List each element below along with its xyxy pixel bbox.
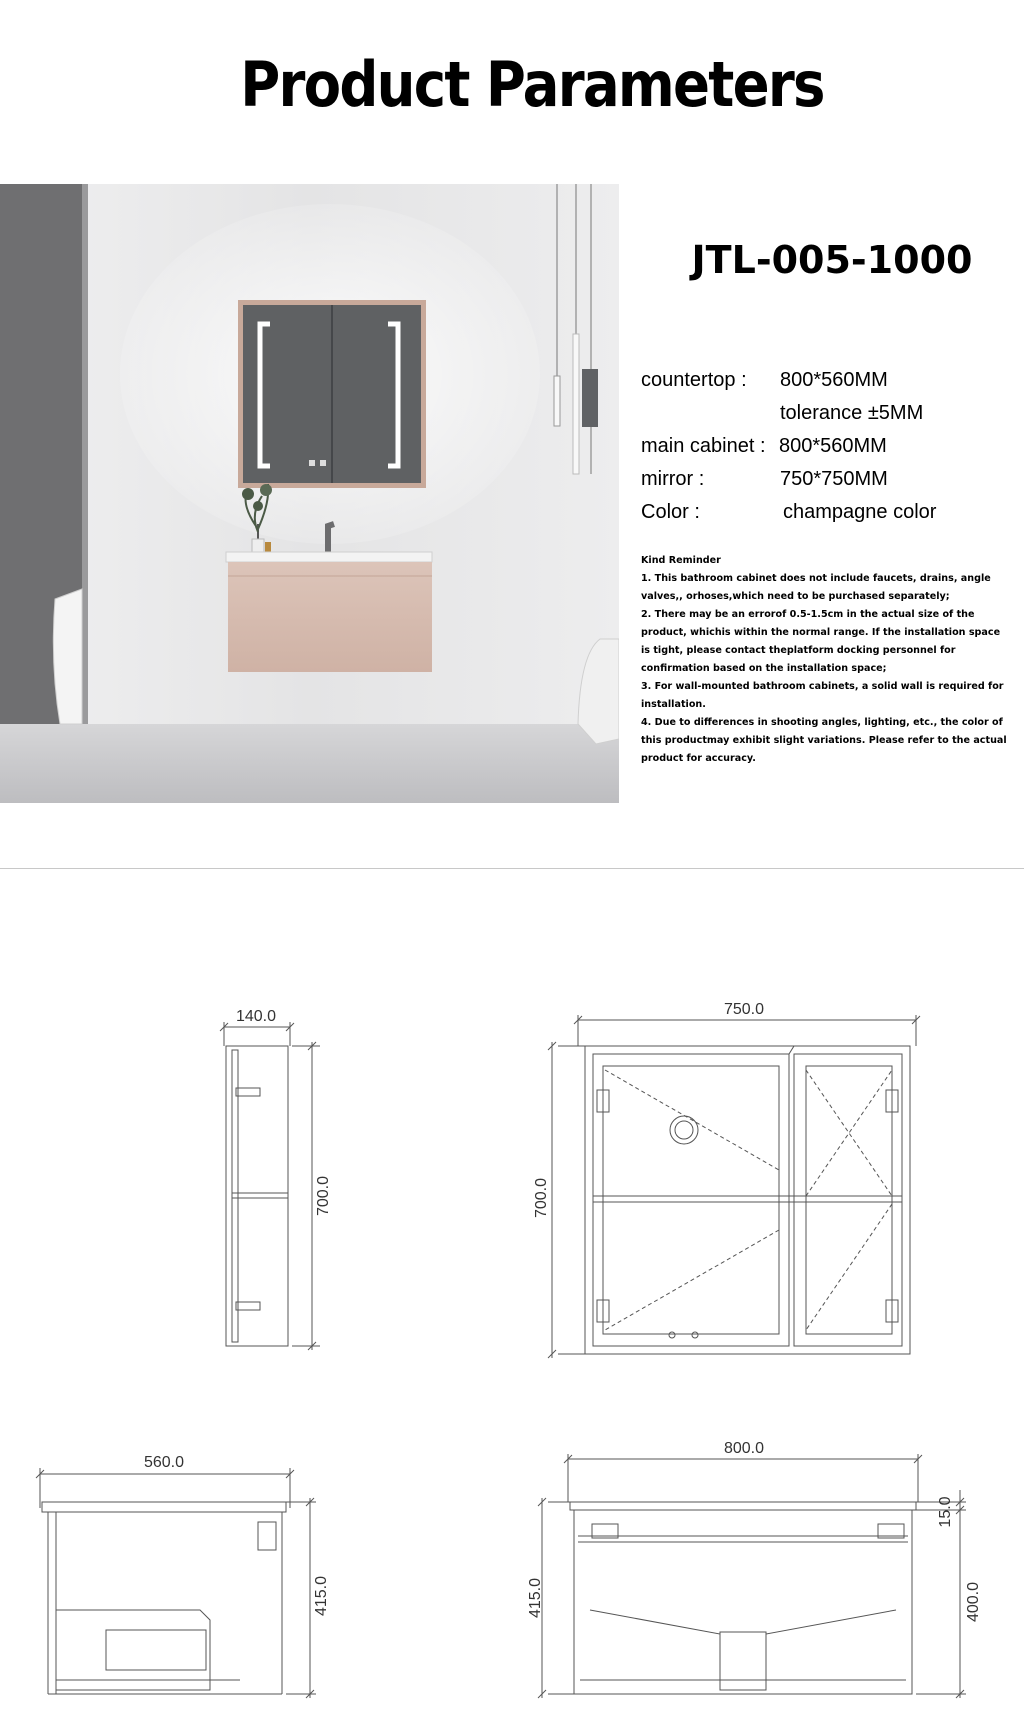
dim-cabinet-side-depth: 560.0 xyxy=(143,1454,185,1471)
reminder-item: 1. This bathroom cabinet does not include faucets, drains, angle valves,, orhoses,which need to be purchased separately; xyxy=(641,573,991,602)
dim-cabinet-side-height: 415.0 xyxy=(313,1575,330,1617)
reminder-item: 2. There may be an errorof 0.5-1.5cm in the actual size of the product, whichis within the normal range. If the installation space is tight, please contact theplatform docking personnel for confirmation based on the installation space; xyxy=(641,609,1001,674)
spec-label: mirror : xyxy=(641,468,705,490)
spec-value: champagne color xyxy=(783,501,937,523)
spec-value: tolerance ±5MM xyxy=(780,402,924,424)
dim-mirror-front-height: 700.0 xyxy=(533,1177,550,1219)
cabinet-side-view xyxy=(36,1468,316,1698)
spec-value: 800*560MM xyxy=(780,369,888,391)
dim-mirror-side-depth: 140.0 xyxy=(235,1008,277,1025)
reminder-heading: Kind Reminder xyxy=(641,555,721,566)
page-title: Product Parameters xyxy=(240,48,824,121)
dim-cabinet-body-height: 400.0 xyxy=(965,1581,982,1623)
dim-countertop-thickness: 15.0 xyxy=(937,1496,954,1528)
dim-mirror-side-height: 700.0 xyxy=(315,1175,332,1217)
cabinet-front-view xyxy=(538,1454,966,1698)
model-number: JTL-005-1000 xyxy=(691,238,973,282)
mirror-front-view xyxy=(548,1015,920,1358)
spec-value: 750*750MM xyxy=(780,468,888,490)
spec-label: main cabinet : xyxy=(641,435,766,457)
spec-value: 800*560MM xyxy=(779,435,887,457)
reminder-item: 4. Due to differences in shooting angles, lighting, etc., the color of this productmay exhibit slight variations. Please refer to the actual product for accuracy. xyxy=(641,717,1007,764)
mirror-side-view xyxy=(220,1022,320,1350)
dim-mirror-front-width: 750.0 xyxy=(723,1001,765,1018)
dim-cabinet-front-width: 800.0 xyxy=(723,1440,765,1457)
spec-label: countertop : xyxy=(641,369,747,391)
spec-label: Color : xyxy=(641,501,700,523)
dim-cabinet-front-height: 415.0 xyxy=(527,1577,544,1619)
reminder-item: 3. For wall-mounted bathroom cabinets, a solid wall is required for installation. xyxy=(641,681,1004,710)
